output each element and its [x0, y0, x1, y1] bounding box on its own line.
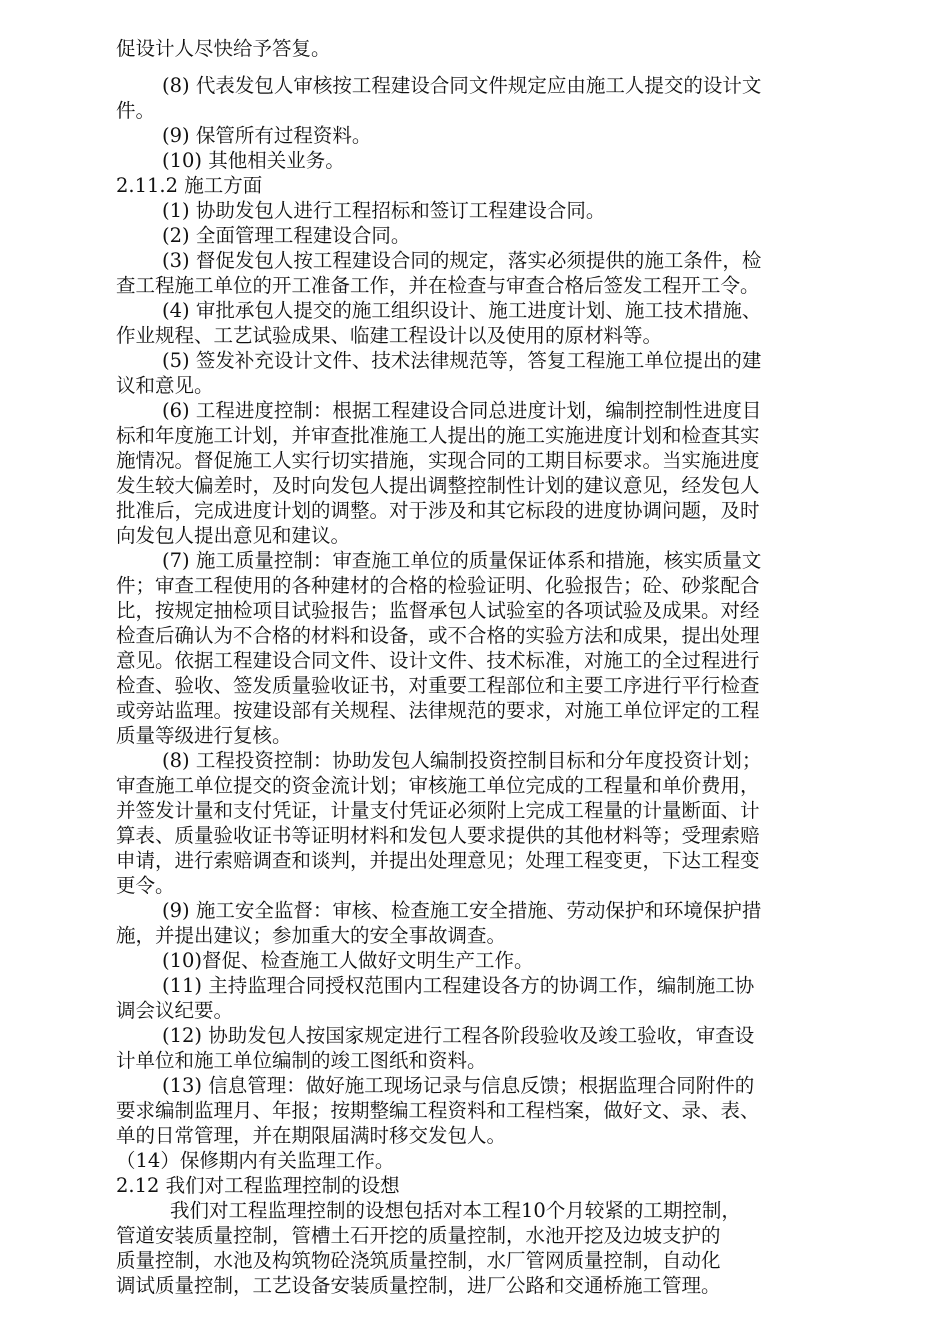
text-line: 质量等级进行复核。	[116, 724, 292, 747]
text-line: 查工程施工单位的开工准备工作，并在检查与审查合格后签发工程开工令。	[116, 274, 760, 297]
text-line: 施，并提出建议；参加重大的安全事故调查。	[116, 924, 507, 947]
text-line: 施情况。督促施工人实行切实措施，实现合同的工期目标要求。当实施进度	[116, 449, 760, 472]
text-line: (10)督促、检查施工人做好文明生产工作。	[162, 949, 534, 972]
text-line: 向发包人提出意见和建议。	[116, 524, 351, 547]
text-line: 单的日常管理，并在期限届满时移交发包人。	[116, 1124, 507, 1147]
text-line: 调会议纪要。	[116, 999, 234, 1022]
text-line: 计单位和施工单位编制的竣工图纸和资料。	[116, 1049, 487, 1072]
text-line: (11) 主持监理合同授权范围内工程建设各方的协调工作，编制施工协	[162, 974, 755, 997]
section-heading: 2.12 我们对工程监理控制的设想	[116, 1174, 400, 1197]
text-line: (8) 工程投资控制：协助发包人编制投资控制目标和分年度投资计划；	[162, 749, 762, 772]
text-line: 批准后，完成进度计划的调整。对于涉及和其它标段的进度协调问题，及时	[116, 499, 760, 522]
text-line: 算表、质量验收证书等证明材料和发包人要求提供的其他材料等；受理索赔	[116, 824, 760, 847]
section-heading: 2.11.2 施工方面	[116, 174, 263, 197]
text-line: (5) 签发补充设计文件、技术法律规范等，答复工程施工单位提出的建	[162, 349, 762, 372]
text-line: (10) 其他相关业务。	[162, 149, 345, 172]
text-line: (8) 代表发包人审核按工程建设合同文件规定应由施工人提交的设计文	[162, 74, 762, 97]
text-line: 件；审查工程使用的各种建材的合格的检验证明、化验报告；砼、砂浆配合	[116, 574, 760, 597]
text-line: （14）保修期内有关监理工作。	[116, 1149, 395, 1172]
text-line: 要求编制监理月、年报；按期整编工程资料和工程档案，做好文、录、表、	[116, 1099, 760, 1122]
text-line: 管道安装质量控制，管槽土石开挖的质量控制，水池开挖及边坡支护的	[116, 1224, 721, 1247]
text-line: (7) 施工质量控制：审查施工单位的质量保证体系和措施，核实质量文	[162, 549, 762, 572]
text-line: (3) 督促发包人按工程建设合同的规定，落实必须提供的施工条件，检	[162, 249, 762, 272]
text-line: (13) 信息管理：做好施工现场记录与信息反馈；根据监理合同附件的	[162, 1074, 755, 1097]
text-line: 作业规程、工艺试验成果、临建工程设计以及使用的原材料等。	[116, 324, 663, 347]
text-line: (12) 协助发包人按国家规定进行工程各阶段验收及竣工验收，审查设	[162, 1024, 755, 1047]
text-line: 质量控制，水池及构筑物砼浇筑质量控制，水厂管网质量控制，自动化	[116, 1249, 721, 1272]
text-line: (6) 工程进度控制：根据工程建设合同总进度计划，编制控制性进度目	[162, 399, 762, 422]
text-line: (9) 施工安全监督：审核、检查施工安全措施、劳动保护和环境保护措	[162, 899, 762, 922]
text-line: 检查后确认为不合格的材料和设备，或不合格的实验方法和成果，提出处理	[116, 624, 760, 647]
text-line: (9) 保管所有过程资料。	[162, 124, 372, 147]
text-line: 促设计人尽快给予答复。	[116, 37, 331, 60]
text-line: 发生较大偏差时，及时向发包人提出调整控制性计划的建议意见，经发包人	[116, 474, 760, 497]
text-line: 检查、验收、签发质量验收证书，对重要工程部位和主要工序进行平行检查	[116, 674, 760, 697]
text-line: (4) 审批承包人提交的施工组织设计、施工进度计划、施工技术措施、	[162, 299, 762, 322]
text-line: 标和年度施工计划，并审查批准施工人提出的施工实施进度计划和检查其实	[116, 424, 760, 447]
text-line: 比，按规定抽检项目试验报告；监督承包人试验室的各项试验及成果。对经	[116, 599, 760, 622]
text-line: 审查施工单位提交的资金流计划；审核施工单位完成的工程量和单价费用，	[116, 774, 760, 797]
text-line: (2) 全面管理工程建设合同。	[162, 224, 411, 247]
text-line: 并签发计量和支付凭证，计量支付凭证必须附上完成工程量的计量断面、计	[116, 799, 760, 822]
text-line: 件。	[116, 99, 156, 122]
text-line: 更令。	[116, 874, 175, 897]
text-line: (1) 协助发包人进行工程招标和签订工程建设合同。	[162, 199, 606, 222]
text-line: 或旁站监理。按建设部有关规程、法律规范的要求，对施工单位评定的工程	[116, 699, 760, 722]
text-line: 意见。依据工程建设合同文件、设计文件、技术标准，对施工的全过程进行	[116, 649, 760, 672]
text-line: 议和意见。	[116, 374, 214, 397]
text-line: 调试质量控制，工艺设备安装质量控制，进厂公路和交通桥施工管理。	[116, 1274, 721, 1297]
text-line: 申请，进行索赔调查和谈判，并提出处理意见；处理工程变更，下达工程变	[116, 849, 760, 872]
text-line: 我们对工程监理控制的设想包括对本工程10个月较紧的工期控制，	[170, 1199, 741, 1222]
